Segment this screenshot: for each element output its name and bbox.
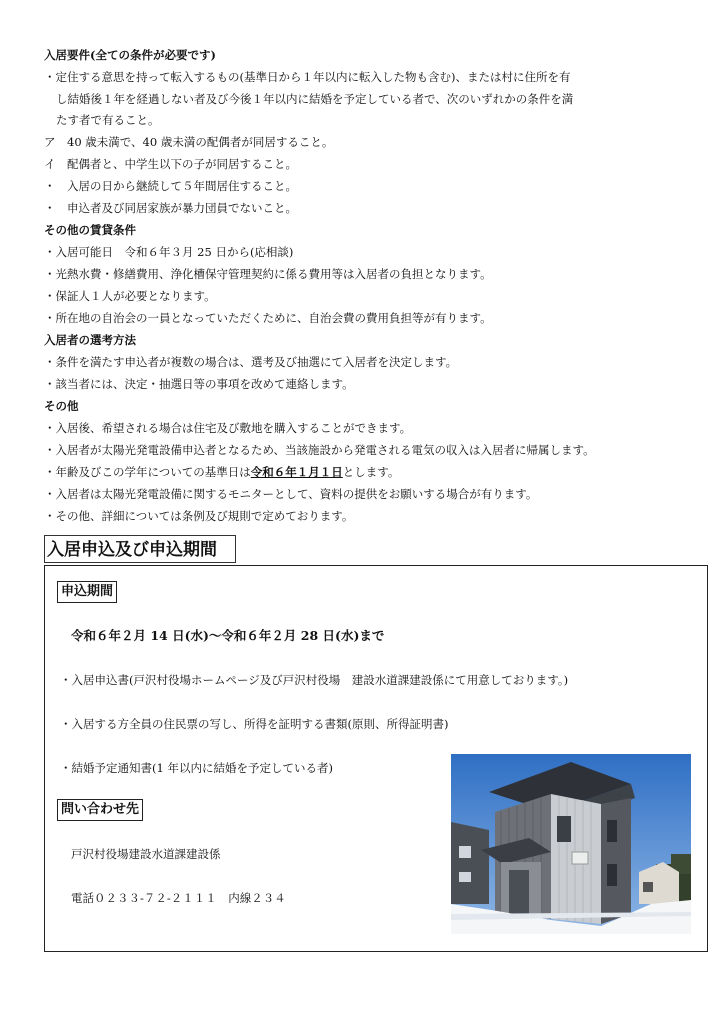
rental-line: ・所在地の自治会の一員となっていただくために、自治会費の費用負担等が有ります。 bbox=[44, 311, 492, 325]
requirements-line: ・定住する意思を持って転入するもの(基準日から１年以内に転入した物も含む)、または村に住所を有 bbox=[44, 70, 571, 84]
requirements-heading: 入居要件(全ての条件が必要です) bbox=[44, 48, 216, 62]
requirements-line: ・ 申込者及び同居家族が暴力団員でないこと。 bbox=[44, 201, 297, 215]
selection-line: ・条件を満たす申込者が複数の場合は、選考及び抽選にて入居者を決定します。 bbox=[44, 355, 458, 369]
age-line-prefix: ・年齢及びこの学年についての基準日は bbox=[44, 465, 251, 479]
rental-line: ・光熱水費・修繕費用、浄化槽保守管理契約に係る費用等は入居者の負担となります。 bbox=[44, 267, 492, 281]
age-base-date: 令和６年１月１日 bbox=[250, 465, 343, 479]
other-line: ・その他、詳細については条例及び規則で定めております。 bbox=[44, 509, 354, 523]
requirements-line: し結婚後１年を経過しない者及び今後１年以内に結婚を予定している者で、次のいずれかの条件を満 bbox=[56, 92, 574, 106]
contact-phone: 電話０２３３-７２-２１１１ 内線２３４ bbox=[71, 891, 286, 905]
rental-heading: その他の賃貸条件 bbox=[44, 223, 136, 237]
other-line: ・入居者が太陽光発電設備申込者となるため、当該施設から発電される電気の収入は入居者に帰属します。 bbox=[44, 443, 595, 457]
rental-line: ・保証人１人が必要となります。 bbox=[44, 289, 216, 303]
contact-organization: 戸沢村役場建設水道課建設係 bbox=[71, 847, 221, 861]
house-photo bbox=[451, 754, 691, 934]
other-line: ・入居者は太陽光発電設備に関するモニターとして、資料の提供をお願いする場合が有ります。 bbox=[44, 487, 538, 501]
required-document: ・入居する方全員の住民票の写し、所得を証明する書類(原則、所得証明書) bbox=[60, 717, 449, 731]
other-line: ・入居後、希望される場合は住宅及び敷地を購入することができます。 bbox=[44, 421, 412, 435]
requirements-line: ア 40 歳未満で、40 歳未満の配偶者が同居すること。 bbox=[44, 135, 334, 149]
selection-heading: 入居者の選考方法 bbox=[44, 333, 136, 347]
required-document: ・結婚予定通知書(1 年以内に結婚を予定している者) bbox=[60, 761, 333, 775]
requirements-line: ・ 入居の日から継続して５年間居住すること。 bbox=[44, 179, 297, 193]
selection-line: ・該当者には、決定・抽選日等の事項を改めて連絡します。 bbox=[44, 377, 354, 391]
period-label: 申込期間 bbox=[57, 581, 117, 603]
application-period: 令和６年２月 14 日(水)～令和６年２月 28 日(水)まで bbox=[71, 628, 385, 643]
age-base-date-line bbox=[44, 465, 399, 479]
rental-line: ・入居可能日 令和６年３月 25 日から(応相談) bbox=[44, 245, 294, 259]
contact-label: 問い合わせ先 bbox=[57, 799, 143, 821]
requirements-line: イ 配偶者と、中学生以下の子が同居すること。 bbox=[44, 157, 297, 171]
required-document: ・入居申込書(戸沢村役場ホームページ及び戸沢村役場 建設水道課建設係にて用意しております。) bbox=[60, 673, 569, 687]
requirements-line: たす者で有ること。 bbox=[56, 113, 160, 127]
age-line-suffix: とします。 bbox=[342, 465, 400, 479]
application-section-title: 入居申込及び申込期間 bbox=[44, 535, 236, 563]
other-heading: その他 bbox=[44, 399, 79, 413]
